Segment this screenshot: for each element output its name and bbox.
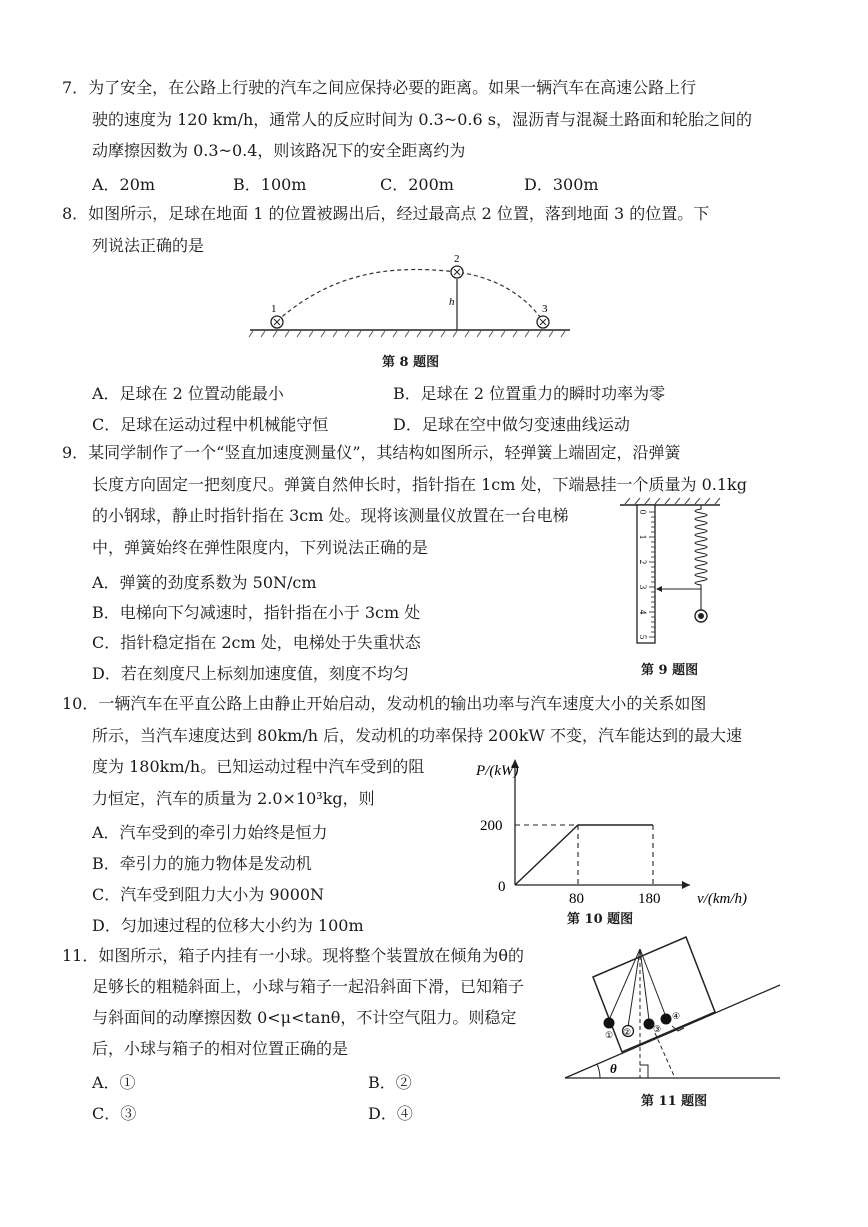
q10-line-2: 所示，当汽车速度达到 80km/h 后，发动机的功率保持 200kW 不变，汽车能达到的最大速: [92, 726, 742, 745]
q11-figure: [560, 935, 785, 1085]
q9-line-1: 9．某同学制作了一个“竖直加速度测量仪”，其结构如图所示，轻弹簧上端固定，沿弹簧: [62, 443, 681, 462]
tick-2: 2: [638, 559, 648, 565]
q7-option-c: C．200m: [380, 175, 454, 194]
ball-label-1: ①: [605, 1030, 614, 1040]
ball-label-2: ②: [623, 1027, 632, 1037]
q8-option-b: B．足球在 2 位置重力的瞬时功率为零: [393, 384, 666, 403]
label-3: 3: [542, 303, 548, 315]
angle-label: θ: [610, 1061, 617, 1076]
y-axis-label: P/(kW): [476, 763, 519, 779]
q10-option-d: D．匀加速过程的位移大小约为 100m: [92, 916, 364, 935]
q9-caption: 第 9 题图: [641, 663, 699, 678]
label-1: 1: [271, 303, 277, 315]
ball-position-3: [537, 316, 549, 328]
q7-line-2: 驶的速度为 120 km/h，通常人的反应时间为 0.3~0.6 s，湿沥青与混凝土路面和轮胎之间的: [92, 110, 752, 129]
q8-option-c: C．足球在运动过程中机械能守恒: [92, 415, 329, 434]
tick-3: 3: [638, 584, 648, 590]
label-2: 2: [454, 255, 460, 265]
q7-line-3: 动摩擦因数为 0.3~0.4，则该路况下的安全距离约为: [92, 141, 466, 160]
q9-option-b: B．电梯向下匀减速时，指针指在小于 3cm 处: [92, 603, 421, 622]
q9-line-4: 中，弹簧始终在弹性限度内，下列说法正确的是: [92, 538, 429, 557]
q11-line-3: 与斜面间的动摩擦因数 0<μ<tanθ，不计空气阻力。则稳定: [92, 1008, 517, 1027]
q8-figure: [245, 255, 575, 340]
q11-option-b: B．②: [368, 1073, 412, 1092]
q7-option-d: D．300m: [524, 175, 599, 194]
q7-line-1: 7．为了安全，在公路上行驶的汽车之间应保持必要的距离。如果一辆汽车在高速公路上行: [62, 78, 697, 97]
q11-line-4: 后，小球与箱子的相对位置正确的是: [92, 1039, 349, 1058]
x-tick-80: 80: [569, 891, 584, 907]
q11-option-c: C．③: [92, 1104, 137, 1123]
q10-option-a: A．汽车受到的牵引力始终是恒力: [92, 823, 328, 842]
q10-line-1: 10．一辆汽车在平直公路上由静止开始启动，发动机的输出功率与汽车速度大小的关系如图: [62, 694, 707, 713]
q7-option-b: B．100m: [233, 175, 307, 194]
tick-5: 5: [638, 634, 648, 640]
q9-option-c: C．指针稳定指在 2cm 处，电梯处于失重状态: [92, 633, 421, 652]
q8-line-2: 列说法正确的是: [92, 236, 205, 255]
q11-caption: 第 11 题图: [641, 1094, 708, 1109]
tick-1: 1: [638, 534, 648, 540]
ball-4: [661, 1014, 672, 1025]
q10-option-b: B．牵引力的施力物体是发动机: [92, 854, 312, 873]
trajectory-path: [277, 269, 543, 321]
ball-label-3: ③: [653, 1024, 662, 1034]
tick-4: 4: [638, 609, 648, 615]
tick-0: 0: [638, 509, 648, 515]
q8-option-d: D．足球在空中做匀变速曲线运动: [393, 415, 630, 434]
spring: [695, 505, 707, 589]
q11-line-2: 足够长的粗糙斜面上，小球与箱子一起沿斜面下滑，已知箱子: [92, 977, 525, 996]
q8-caption: 第 8 题图: [382, 355, 440, 370]
ball-label-4: ④: [672, 1011, 681, 1021]
ball-position-2: [451, 266, 463, 278]
x-tick-180: 180: [638, 891, 661, 907]
q11-option-d: D．④: [368, 1104, 413, 1123]
q7-option-a: A．20m: [92, 175, 156, 194]
ball-1: [604, 1018, 615, 1029]
q9-option-d: D．若在刻度尺上标刻加速度值，刻度不均匀: [92, 664, 409, 683]
q8-option-a: A．足球在 2 位置动能最小: [92, 384, 284, 403]
power-curve: [515, 825, 653, 885]
q9-line-2: 长度方向固定一把刻度尺。弹簧自然伸长时，指针指在 1cm 处，下端悬挂一个质量为 0.1kg: [92, 475, 747, 494]
q9-figure: [615, 497, 730, 652]
q10-graph: [475, 755, 780, 907]
origin-label: 0: [498, 879, 506, 895]
q8-line-1: 8．如图所示，足球在地面 1 的位置被踢出后，经过最高点 2 位置，落到地面 3 的位置。下: [62, 204, 710, 223]
q9-option-a: A．弹簧的劲度系数为 50N/cm: [92, 573, 317, 592]
q10-line-4: 力恒定，汽车的质量为 2.0×10³kg，则: [92, 789, 375, 808]
label-h: h: [449, 296, 455, 308]
q11-option-a: A．①: [92, 1073, 136, 1092]
q10-option-c: C．汽车受到阻力大小为 9000N: [92, 885, 325, 904]
ball-position-1: [271, 316, 283, 328]
q10-caption: 第 10 题图: [567, 912, 634, 927]
q10-line-3: 度为 180km/h。已知运动过程中汽车受到的阻: [92, 757, 425, 776]
x-axis-label: v/(km/h): [697, 891, 747, 907]
y-tick-200: 200: [480, 818, 503, 834]
q11-line-1: 11．如图所示，箱子内挂有一小球。现将整个装置放在倾角为θ的: [62, 946, 524, 965]
q9-line-3: 的小钢球，静止时指针指在 3cm 处。现将该测量仪放置在一台电梯: [92, 506, 569, 525]
